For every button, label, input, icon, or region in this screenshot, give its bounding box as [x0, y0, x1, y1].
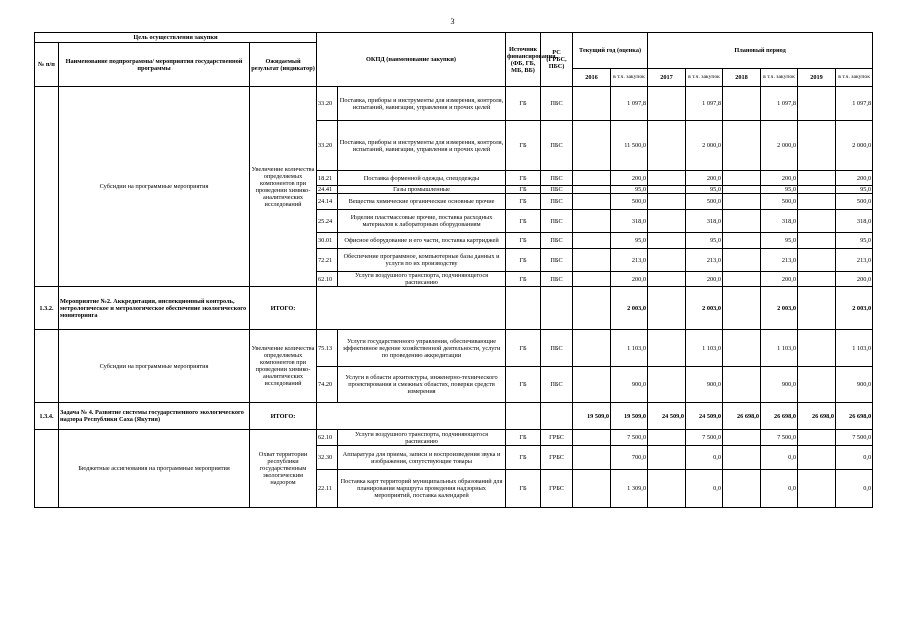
cell-i2018: 95,0 — [761, 186, 798, 194]
cell-v2017 — [648, 470, 686, 508]
cell-i2019: 2 003,0 — [836, 287, 873, 330]
cell-v2019 — [798, 330, 836, 367]
cell-v2016: 19 509,0 — [573, 403, 611, 430]
cell-i2017: 1 103,0 — [686, 330, 723, 367]
cell-v2018 — [723, 430, 761, 446]
expected-result: Увеличение количества определяемых компонентов при проведении химико-аналитических исследований — [250, 87, 317, 287]
hdr-plan: Плановый период — [648, 33, 873, 69]
hdr-result: Ожидаемый результат (индикатор) — [250, 43, 317, 87]
okpd-code: 62.10 — [317, 430, 338, 446]
cell-i2018: 1 103,0 — [761, 330, 798, 367]
cell-v2016 — [573, 446, 611, 470]
okpd-code: 25.24 — [317, 210, 338, 233]
okpd-description: Изделия пластмассовые прочие, поставка расходных материалов к лабораторным оборудованиям — [338, 210, 506, 233]
cell-v2019: 26 698,0 — [798, 403, 836, 430]
budget-holder: ПБС — [541, 367, 573, 403]
cell-i2019: 95,0 — [836, 186, 873, 194]
activity-name: Субсидии на программные мероприятия — [59, 330, 250, 403]
cell-v2019 — [798, 470, 836, 508]
section-number: 1.3.2. — [35, 287, 59, 330]
cell-i2018: 2 000,0 — [761, 121, 798, 171]
cell-i2018: 200,0 — [761, 272, 798, 287]
cell-i2019: 26 698,0 — [836, 403, 873, 430]
cell-v2016 — [573, 272, 611, 287]
table-row — [35, 87, 873, 121]
funding-source: ГБ — [506, 430, 541, 446]
okpd-empty — [317, 403, 506, 430]
cell-i2018: 7 500,0 — [761, 430, 798, 446]
cell-v2019 — [798, 430, 836, 446]
okpd-description: Аппаратура для приема, записи и воспроизведения звука и изображения, сопутствующие товары — [338, 446, 506, 470]
funding-source: ГБ — [506, 249, 541, 272]
cell-i2019: 200,0 — [836, 171, 873, 186]
cell-i2016: 200,0 — [611, 171, 648, 186]
cell-v2019 — [798, 87, 836, 121]
okpd-description: Вещества химические органические основные прочие — [338, 194, 506, 210]
okpd-description: Услуги государственного управления, обеспечивающие эффективное ведение хозяйственной деятельности, услуги по проведению аккредитации — [338, 330, 506, 367]
num-cell — [35, 87, 59, 287]
cell-v2019 — [798, 287, 836, 330]
cell-v2017 — [648, 210, 686, 233]
cell-i2016: 2 003,0 — [611, 287, 648, 330]
cell-v2017 — [648, 446, 686, 470]
funding-source: ГБ — [506, 470, 541, 508]
cell-i2016: 95,0 — [611, 233, 648, 249]
cell-v2019 — [798, 194, 836, 210]
budget-holder: ПБС — [541, 87, 573, 121]
budget-holder: ПБС — [541, 330, 573, 367]
cell-i2017: 900,0 — [686, 367, 723, 403]
okpd-description: Офисное оборудование и его части, поставка картриджей — [338, 233, 506, 249]
cell-v2019 — [798, 272, 836, 287]
cell-i2017: 0,0 — [686, 446, 723, 470]
cell-i2017: 200,0 — [686, 171, 723, 186]
cell-v2017 — [648, 330, 686, 367]
cell-v2016 — [573, 233, 611, 249]
funding-source: ГБ — [506, 87, 541, 121]
cell-v2016 — [573, 470, 611, 508]
cell-i2019: 500,0 — [836, 194, 873, 210]
cell-v2016 — [573, 171, 611, 186]
cell-i2019: 2 000,0 — [836, 121, 873, 171]
cell-v2017 — [648, 186, 686, 194]
cell-v2018 — [723, 287, 761, 330]
cell-i2016: 1 097,8 — [611, 87, 648, 121]
cell-v2017 — [648, 121, 686, 171]
procurement-table — [34, 32, 873, 508]
funding-source: ГБ — [506, 210, 541, 233]
cell-v2017 — [648, 272, 686, 287]
hdr-2019: 2019 — [798, 69, 836, 87]
cell-v2019 — [798, 446, 836, 470]
cell-i2017: 24 509,0 — [686, 403, 723, 430]
funding-source: ГБ — [506, 330, 541, 367]
cell-i2016: 318,0 — [611, 210, 648, 233]
cell-v2016 — [573, 186, 611, 194]
okpd-description: Услуги воздушного транспорта, подчиняющегося расписанию — [338, 272, 506, 287]
cell-v2018 — [723, 87, 761, 121]
hdr-2017: 2017 — [648, 69, 686, 87]
cell-i2019: 0,0 — [836, 470, 873, 508]
cell-v2016 — [573, 330, 611, 367]
cell-v2017 — [648, 87, 686, 121]
cell-v2018 — [723, 470, 761, 508]
cell-i2017: 7 500,0 — [686, 430, 723, 446]
hdr-incl-2017: в т.ч. закупок — [686, 69, 723, 87]
num-cell — [35, 430, 59, 508]
cell-v2019 — [798, 233, 836, 249]
funding-source: ГБ — [506, 272, 541, 287]
cell-v2017 — [648, 287, 686, 330]
total-label: ИТОГО: — [250, 403, 317, 430]
expected-result: Увеличение количества определяемых компонентов при проведении химико-аналитических исследований — [250, 330, 317, 403]
cell-v2017 — [648, 194, 686, 210]
okpd-description: Поставка форменной одежды, спецодежды — [338, 171, 506, 186]
okpd-description: Газы промышленные — [338, 186, 506, 194]
cell-i2019: 200,0 — [836, 272, 873, 287]
okpd-description: Поставка карт территорий муниципальных образований для планирования маршрута проведения надзорных мероприятий, поставка календарей — [338, 470, 506, 508]
hdr-goal: Цель осуществления закупки — [35, 33, 317, 43]
section-number: 1.3.4. — [35, 403, 59, 430]
cell-v2018 — [723, 272, 761, 287]
hdr-okpd: ОКПД (наименование закупки) — [317, 33, 506, 87]
cell-v2017: 24 509,0 — [648, 403, 686, 430]
cell-i2019: 7 500,0 — [836, 430, 873, 446]
cell-i2019: 0,0 — [836, 446, 873, 470]
cell-i2017: 213,0 — [686, 249, 723, 272]
cell-v2018 — [723, 194, 761, 210]
cell-v2016 — [573, 367, 611, 403]
okpd-code: 33.20 — [317, 121, 338, 171]
cell-v2019 — [798, 171, 836, 186]
okpd-code: 22.11 — [317, 470, 338, 508]
budget-holder: ПБС — [541, 233, 573, 249]
budget-holder: ПБС — [541, 194, 573, 210]
okpd-description: Услуги в области архитектуры, инженерно-технического проектирования и смежных областях, поверки средств измерения — [338, 367, 506, 403]
cell-i2018: 95,0 — [761, 233, 798, 249]
okpd-description: Обеспечение программное, компьютерные базы данных и услуги по их производству — [338, 249, 506, 272]
cell-i2017: 318,0 — [686, 210, 723, 233]
cell-i2016: 200,0 — [611, 272, 648, 287]
cell-i2016: 7 500,0 — [611, 430, 648, 446]
cell-i2018: 0,0 — [761, 470, 798, 508]
okpd-code: 32.30 — [317, 446, 338, 470]
cell-v2019 — [798, 186, 836, 194]
cell-v2016 — [573, 194, 611, 210]
cell-v2018: 26 698,0 — [723, 403, 761, 430]
cell-v2016 — [573, 287, 611, 330]
activity-name: Бюджетные ассигнования на программные мероприятия — [59, 430, 250, 508]
cell-i2017: 1 097,8 — [686, 87, 723, 121]
funding-source: ГБ — [506, 121, 541, 171]
cell-v2019 — [798, 210, 836, 233]
cell-i2017: 95,0 — [686, 233, 723, 249]
cell-i2019: 318,0 — [836, 210, 873, 233]
source-empty — [506, 403, 541, 430]
okpd-code: 18.21 — [317, 171, 338, 186]
cell-v2016 — [573, 430, 611, 446]
cell-v2018 — [723, 249, 761, 272]
cell-i2018: 1 097,8 — [761, 87, 798, 121]
cell-i2016: 19 509,0 — [611, 403, 648, 430]
hdr-num: № п/п — [35, 43, 59, 87]
hdr-name: Наименование подпрограммы/ мероприятия государственной программы — [59, 43, 250, 87]
cell-v2018 — [723, 121, 761, 171]
okpd-code: 74.20 — [317, 367, 338, 403]
budget-holder: ПБС — [541, 171, 573, 186]
cell-i2018: 200,0 — [761, 171, 798, 186]
okpd-code: 30.01 — [317, 233, 338, 249]
cell-i2018: 213,0 — [761, 249, 798, 272]
hdr-2018: 2018 — [723, 69, 761, 87]
cell-i2019: 95,0 — [836, 233, 873, 249]
okpd-empty — [317, 287, 506, 330]
budget-holder: ГРБС — [541, 430, 573, 446]
cell-v2016 — [573, 210, 611, 233]
hdr-current: Текущий год (оценка) — [573, 33, 648, 69]
budget-holder: ПБС — [541, 272, 573, 287]
okpd-description: Услуги воздушного транспорта, подчиняющегося расписанию — [338, 430, 506, 446]
okpd-code: 75.13 — [317, 330, 338, 367]
source-empty — [506, 287, 541, 330]
cell-i2019: 1 097,8 — [836, 87, 873, 121]
funding-source: ГБ — [506, 171, 541, 186]
budget-holder: ГРБС — [541, 446, 573, 470]
cell-v2018 — [723, 171, 761, 186]
budget-holder: ГРБС — [541, 470, 573, 508]
cell-i2016: 1 309,0 — [611, 470, 648, 508]
cell-i2017: 2 000,0 — [686, 121, 723, 171]
total-row — [35, 287, 873, 330]
cell-v2017 — [648, 367, 686, 403]
rs-empty — [541, 287, 573, 330]
cell-v2018 — [723, 233, 761, 249]
hdr-incl-2018: в т.ч. закупок — [761, 69, 798, 87]
cell-i2018: 2 003,0 — [761, 287, 798, 330]
cell-i2018: 500,0 — [761, 194, 798, 210]
cell-i2017: 95,0 — [686, 186, 723, 194]
cell-i2019: 1 103,0 — [836, 330, 873, 367]
cell-v2018 — [723, 186, 761, 194]
cell-i2017: 2 003,0 — [686, 287, 723, 330]
total-label: ИТОГО: — [250, 287, 317, 330]
table-row — [35, 330, 873, 367]
cell-v2018 — [723, 367, 761, 403]
activity-name: Субсидии на программные мероприятия — [59, 87, 250, 287]
cell-v2017 — [648, 233, 686, 249]
hdr-incl-2016: в т.ч. закупок — [611, 69, 648, 87]
cell-v2019 — [798, 121, 836, 171]
budget-holder: ПБС — [541, 210, 573, 233]
okpd-description: Поставка, приборы и инструменты для измерения, контроля, испытаний, навигации, управления и прочих целей — [338, 121, 506, 171]
cell-i2018: 26 698,0 — [761, 403, 798, 430]
okpd-code: 72.21 — [317, 249, 338, 272]
num-cell — [35, 330, 59, 403]
expected-result: Охват территории республики государственным экологическим надзором — [250, 430, 317, 508]
cell-v2017 — [648, 171, 686, 186]
cell-i2017: 500,0 — [686, 194, 723, 210]
page-number: 3 — [450, 17, 455, 26]
cell-v2017 — [648, 249, 686, 272]
cell-v2019 — [798, 249, 836, 272]
cell-v2017 — [648, 430, 686, 446]
cell-i2017: 0,0 — [686, 470, 723, 508]
funding-source: ГБ — [506, 233, 541, 249]
cell-v2018 — [723, 210, 761, 233]
cell-i2018: 0,0 — [761, 446, 798, 470]
cell-i2016: 95,0 — [611, 186, 648, 194]
cell-i2016: 500,0 — [611, 194, 648, 210]
cell-i2016: 11 500,0 — [611, 121, 648, 171]
budget-holder: ПБС — [541, 249, 573, 272]
okpd-code: 24.14 — [317, 194, 338, 210]
funding-source: ГБ — [506, 446, 541, 470]
okpd-code: 62.10 — [317, 272, 338, 287]
total-row — [35, 403, 873, 430]
funding-source: ГБ — [506, 194, 541, 210]
cell-i2018: 900,0 — [761, 367, 798, 403]
section-title: Мероприятие №2. Аккредитация, инспекционный контроль, метрологическое и метрологическое обеспечение экологического мониторинга — [59, 287, 250, 330]
section-title: Задача № 4. Развитие системы государственного экологического надзора Республики Саха (Якутия) — [59, 403, 250, 430]
budget-holder: ПБС — [541, 121, 573, 171]
okpd-code: 24.41 — [317, 186, 338, 194]
table-row — [35, 430, 873, 446]
budget-holder: ПБС — [541, 186, 573, 194]
rs-empty — [541, 403, 573, 430]
cell-v2016 — [573, 121, 611, 171]
cell-i2016: 900,0 — [611, 367, 648, 403]
cell-i2019: 213,0 — [836, 249, 873, 272]
cell-i2018: 318,0 — [761, 210, 798, 233]
cell-v2018 — [723, 330, 761, 367]
cell-i2017: 200,0 — [686, 272, 723, 287]
hdr-incl-2019: в т.ч. закупок — [836, 69, 873, 87]
okpd-code: 33.20 — [317, 87, 338, 121]
cell-i2019: 900,0 — [836, 367, 873, 403]
cell-i2016: 213,0 — [611, 249, 648, 272]
cell-v2016 — [573, 249, 611, 272]
cell-v2019 — [798, 367, 836, 403]
cell-i2016: 1 103,0 — [611, 330, 648, 367]
cell-i2016: 700,0 — [611, 446, 648, 470]
hdr-2016: 2016 — [573, 69, 611, 87]
funding-source: ГБ — [506, 186, 541, 194]
hdr-source: Источник финансирования. (ФБ, ГБ, МБ, ВБ) — [506, 33, 541, 87]
hdr-rs: РС (ГРБС, ПБС) — [541, 33, 573, 87]
funding-source: ГБ — [506, 367, 541, 403]
okpd-description: Поставка, приборы и инструменты для измерения, контроля, испытаний, навигации, управления и прочих целей — [338, 87, 506, 121]
cell-v2018 — [723, 446, 761, 470]
cell-v2016 — [573, 87, 611, 121]
